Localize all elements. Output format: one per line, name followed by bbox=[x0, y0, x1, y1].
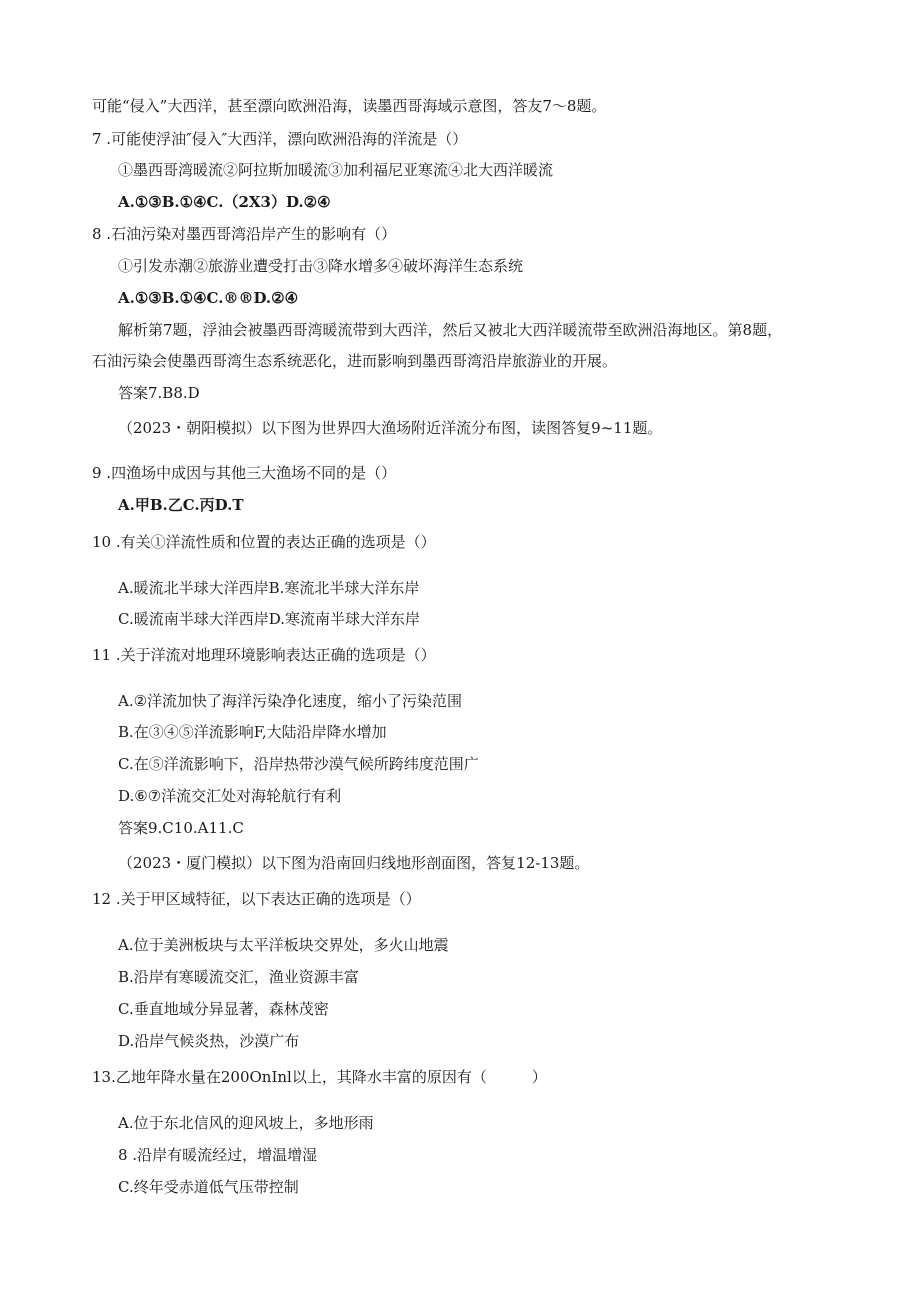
section-intro-9-11: （2023・朝阳模拟）以下图为世界四大渔场附近洋流分布图，读图答复9~11题。 bbox=[118, 419, 663, 437]
question-7-options: A.①③B.①④C.（2X3）D.②④ bbox=[118, 193, 331, 211]
question-13-option-c: C.终年受赤道低气压带控制 bbox=[118, 1178, 299, 1196]
question-9-options: A.甲B.乙C.丙D.T bbox=[118, 496, 244, 514]
question-13-option-b: 8 .沿岸有暖流经过，增温增湿 bbox=[118, 1146, 318, 1164]
answer-9-11: 答案9.C10.A11.C bbox=[118, 819, 244, 837]
question-11-option-c: C.在⑤洋流影响下，沿岸热带沙漠气候所跨纬度范围广 bbox=[118, 755, 479, 773]
question-12-option-d: D.沿岸气候炎热，沙漠广布 bbox=[118, 1032, 300, 1050]
answer-7-8: 答案7.B8.D bbox=[118, 384, 200, 402]
question-12-option-b: B.沿岸有寒暖流交汇，渔业资源丰富 bbox=[118, 968, 359, 986]
intro-line: 可能“侵入”大西洋，甚至漂向欧洲沿海，读墨西哥海域示意图，答友7〜8题。 bbox=[92, 97, 607, 115]
question-12-option-a: A.位于美洲板块与太平洋板块交界处，多火山地震 bbox=[118, 936, 449, 954]
question-7: 7 .可能使浮油″侵入″大西洋，漂向欧洲沿海的洋流是（） bbox=[92, 130, 468, 148]
section-intro-12-13: （2023・厦门模拟）以下图为沿南回归线地形剖面图，答复12-13题。 bbox=[118, 854, 590, 872]
question-8-options: A.①③B.①④C.®®D.②④ bbox=[118, 289, 299, 307]
question-11-option-d: D.⑥⑦洋流交汇处对海轮航行有利 bbox=[118, 787, 342, 805]
analysis-line-2: 石油污染会使墨西哥湾生态系统恶化，进而影响到墨西哥湾沿岸旅游业的开展。 bbox=[92, 352, 618, 370]
question-11: 11 .关于洋流对地理环境影响表达正确的选项是（） bbox=[92, 646, 436, 664]
question-11-option-b: B.在③④⑤洋流影响F,大陆沿岸降水增加 bbox=[118, 723, 387, 741]
question-8: 8 .石油污染对墨西哥湾沿岸产生的影响有（） bbox=[92, 225, 397, 243]
analysis-line-1: 解析第7题，浮油会被墨西哥湾暖流带到大西洋，然后又被北大西洋暖流带至欧洲沿海地区。第8题， bbox=[118, 321, 783, 339]
question-12-option-c: C.垂直地域分异显著，森林茂密 bbox=[118, 1000, 329, 1018]
question-11-option-a: A.②洋流加快了海洋污染净化速度，缩小了污染范围 bbox=[118, 692, 463, 710]
question-10: 10 .有关①洋流性质和位置的表达正确的选项是（） bbox=[92, 533, 436, 551]
question-10-options-cd: C.暖流南半球大洋西岸D.寒流南半球大洋东岸 bbox=[118, 610, 420, 628]
question-13: 13.乙地年降水量在200OnInl以上，其降水丰富的原因有（ ） bbox=[92, 1068, 547, 1086]
question-10-options-ab: A.暖流北半球大洋西岸B.寒流北半球大洋东岸 bbox=[118, 579, 420, 597]
question-13-option-a: A.位于东北信风的迎风坡上，多地形雨 bbox=[118, 1114, 374, 1132]
question-8-items: ①引发赤潮②旅游业遭受打击③降水增多④破坏海洋生态系统 bbox=[118, 257, 524, 275]
question-12: 12 .关于甲区域特征，以下表达正确的选项是（） bbox=[92, 890, 421, 908]
question-7-items: ①墨西哥湾暖流②阿拉斯加暖流③加利福尼亚寒流④北大西洋暖流 bbox=[118, 161, 554, 179]
question-9: 9 .四渔场中成因与其他三大渔场不同的是（） bbox=[92, 464, 397, 482]
